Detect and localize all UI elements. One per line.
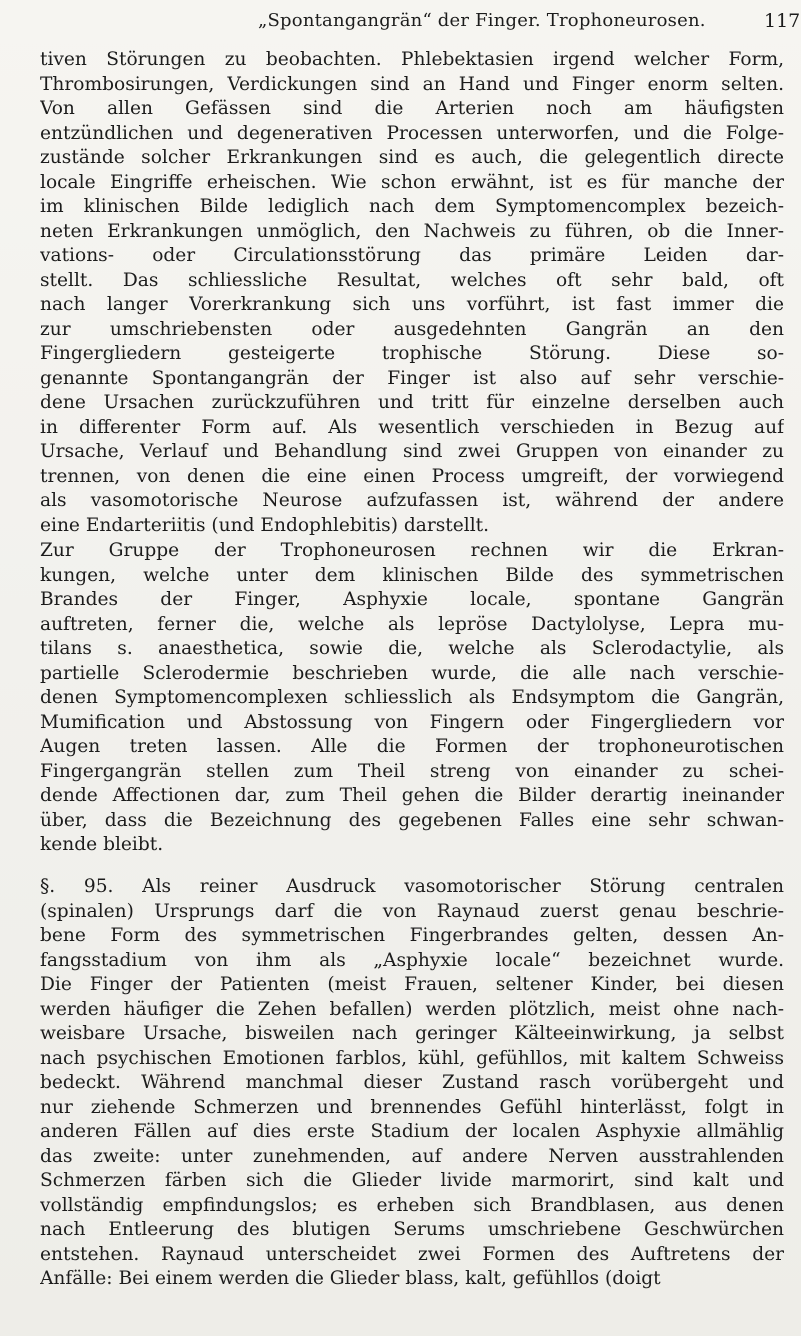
- paragraph-1: [40, 48, 784, 538]
- text-line: Fingergliedern gesteigerte trophische Störung. Diese so-: [40, 343, 784, 364]
- text-line: nach Entleerung des blutigen Serums umschriebene Geschwürchen: [40, 1219, 784, 1240]
- text-line: kungen, welche unter dem klinischen Bilde des symmetrischen: [40, 564, 784, 586]
- text-line: dende Affectionen dar, zum Theil gehen die Bilder derartig ineinander: [40, 785, 784, 806]
- text-line: im klinischen Bilde lediglich nach dem Symptomencomplex bezeich-: [40, 196, 784, 217]
- text-line: (spinalen) Ursprungs darf die von Raynaud zuerst genau beschrie-: [40, 900, 784, 922]
- text-line: das zweite: unter zunehmenden, auf andere Nerven ausstrahlenden: [40, 1145, 784, 1167]
- text-line: tiven Störungen zu beobachten. Phlebektasien irgend welcher Form,: [40, 49, 784, 70]
- text-line: Augen treten lassen. Alle die Formen der trophoneurotischen: [40, 736, 784, 757]
- running-header-title: „Spontangangrän“ der Finger. Trophoneurosen.: [258, 10, 706, 31]
- text-line: zustände solcher Erkrankungen sind es auch, die gelegentlich directe: [40, 147, 784, 168]
- text-line: weisbare Ursache, bisweilen nach geringer Kälteeinwirkung, ja selbst: [40, 1023, 784, 1044]
- text-line: Schmerzen färben sich die Glieder livide marmorirt, sind kalt und: [40, 1170, 784, 1191]
- text-line: werden häufiger die Zehen befallen) werden plötzlich, meist ohne nach-: [40, 998, 784, 1020]
- text-line: fangsstadium von ihm als „Asphyxie locale“ bezeichnet wurde.: [40, 949, 784, 971]
- text-line: §. 95. Als reiner Ausdruck vasomotorischer Störung centralen: [40, 876, 784, 897]
- text-line: tilans s. anaesthetica, sowie die, welche als Sclerodactylie, als: [40, 638, 784, 659]
- text-line: in differenter Form auf. Als wesentlich verschieden in Bezug auf: [40, 416, 784, 438]
- text-line: partielle Sclerodermie beschrieben wurde, die alle nach verschie-: [40, 662, 784, 684]
- text-line: nach langer Vorerkrankung sich uns vorführt, ist fast immer die: [40, 294, 784, 315]
- text-line: bedeckt. Während manchmal dieser Zustand rasch vorübergeht und: [40, 1072, 784, 1093]
- paragraph-2: [40, 539, 784, 858]
- text-line: vations- oder Circulationsstörung das primäre Leiden dar-: [40, 245, 784, 266]
- text-line: anderen Fällen auf dies erste Stadium der localen Asphyxie allmählig: [40, 1121, 784, 1142]
- text-line: Anfälle: Bei einem werden die Glieder blass, kalt, gefühllos (doigt: [40, 1268, 661, 1289]
- text-line: entstehen. Raynaud unterscheidet zwei Formen des Auftretens der: [40, 1243, 784, 1265]
- text-line: entzündlichen und degenerativen Processen unterworfen, und die Folge-: [40, 122, 784, 144]
- text-line: als vasomotorische Neurose aufzufassen ist, während der andere: [40, 490, 784, 511]
- text-line: bene Form des symmetrischen Fingerbrandes gelten, dessen An-: [40, 925, 784, 946]
- text-line: Ursache, Verlauf und Behandlung sind zwei Gruppen von einander zu: [40, 441, 784, 462]
- text-line: stellt. Das schliessliche Resultat, welches oft sehr bald, oft: [40, 269, 784, 291]
- text-line: trennen, von denen die eine einen Process umgreift, der vorwiegend: [40, 465, 784, 487]
- text-line: auftreten, ferner die, welche als lepröse Dactylolyse, Lepra mu-: [40, 613, 784, 635]
- text-line: nur ziehende Schmerzen und brennendes Gefühl hinterlässt, folgt in: [40, 1096, 784, 1118]
- page-number: 117: [764, 10, 801, 32]
- text-line: dene Ursachen zurückzuführen und tritt für einzelne derselben auch: [40, 392, 784, 413]
- text-line: Mumification und Abstossung von Fingern oder Fingergliedern vor: [40, 711, 784, 733]
- text-line: neten Erkrankungen unmöglich, den Nachweis zu führen, ob die Inner-: [40, 220, 784, 242]
- text-line: eine Endarteriitis (und Endophlebitis) darstellt.: [40, 514, 490, 536]
- text-line: über, dass die Bezeichnung des gegebenen Falles eine sehr schwan-: [40, 809, 784, 831]
- text-line: genannte Spontangangrän der Finger ist also auf sehr verschie-: [40, 367, 784, 389]
- text-line: locale Eingriffe erheischen. Wie schon erwähnt, ist es für manche der: [40, 171, 784, 193]
- text-line: zur umschriebensten oder ausgedehnten Gangrän an den: [40, 318, 784, 340]
- text-line: Zur Gruppe der Trophoneurosen rechnen wir die Erkran-: [40, 540, 784, 561]
- text-line: vollständig empfindungslos; es erheben sich Brandblasen, aus denen: [40, 1194, 784, 1216]
- text-line: denen Symptomencomplexen schliesslich als Endsymptom die Gangrän,: [40, 687, 784, 708]
- text-line: kende bleibt.: [40, 834, 164, 855]
- paragraph-3: [40, 875, 784, 1292]
- text-line: Fingergangrän stellen zum Theil streng von einander zu schei-: [40, 760, 784, 782]
- text-line: Von allen Gefässen sind die Arterien noch am häufigsten: [40, 98, 784, 119]
- text-line: nach psychischen Emotionen farblos, kühl, gefühllos, mit kaltem Schweiss: [40, 1047, 784, 1069]
- text-line: Brandes der Finger, Asphyxie locale, spontane Gangrän: [40, 589, 784, 610]
- text-line: Die Finger der Patienten (meist Frauen, seltener Kinder, bei diesen: [40, 974, 784, 995]
- text-line: Thrombosirungen, Verdickungen sind an Hand und Finger enorm selten.: [40, 73, 784, 95]
- running-header: [0, 8, 801, 34]
